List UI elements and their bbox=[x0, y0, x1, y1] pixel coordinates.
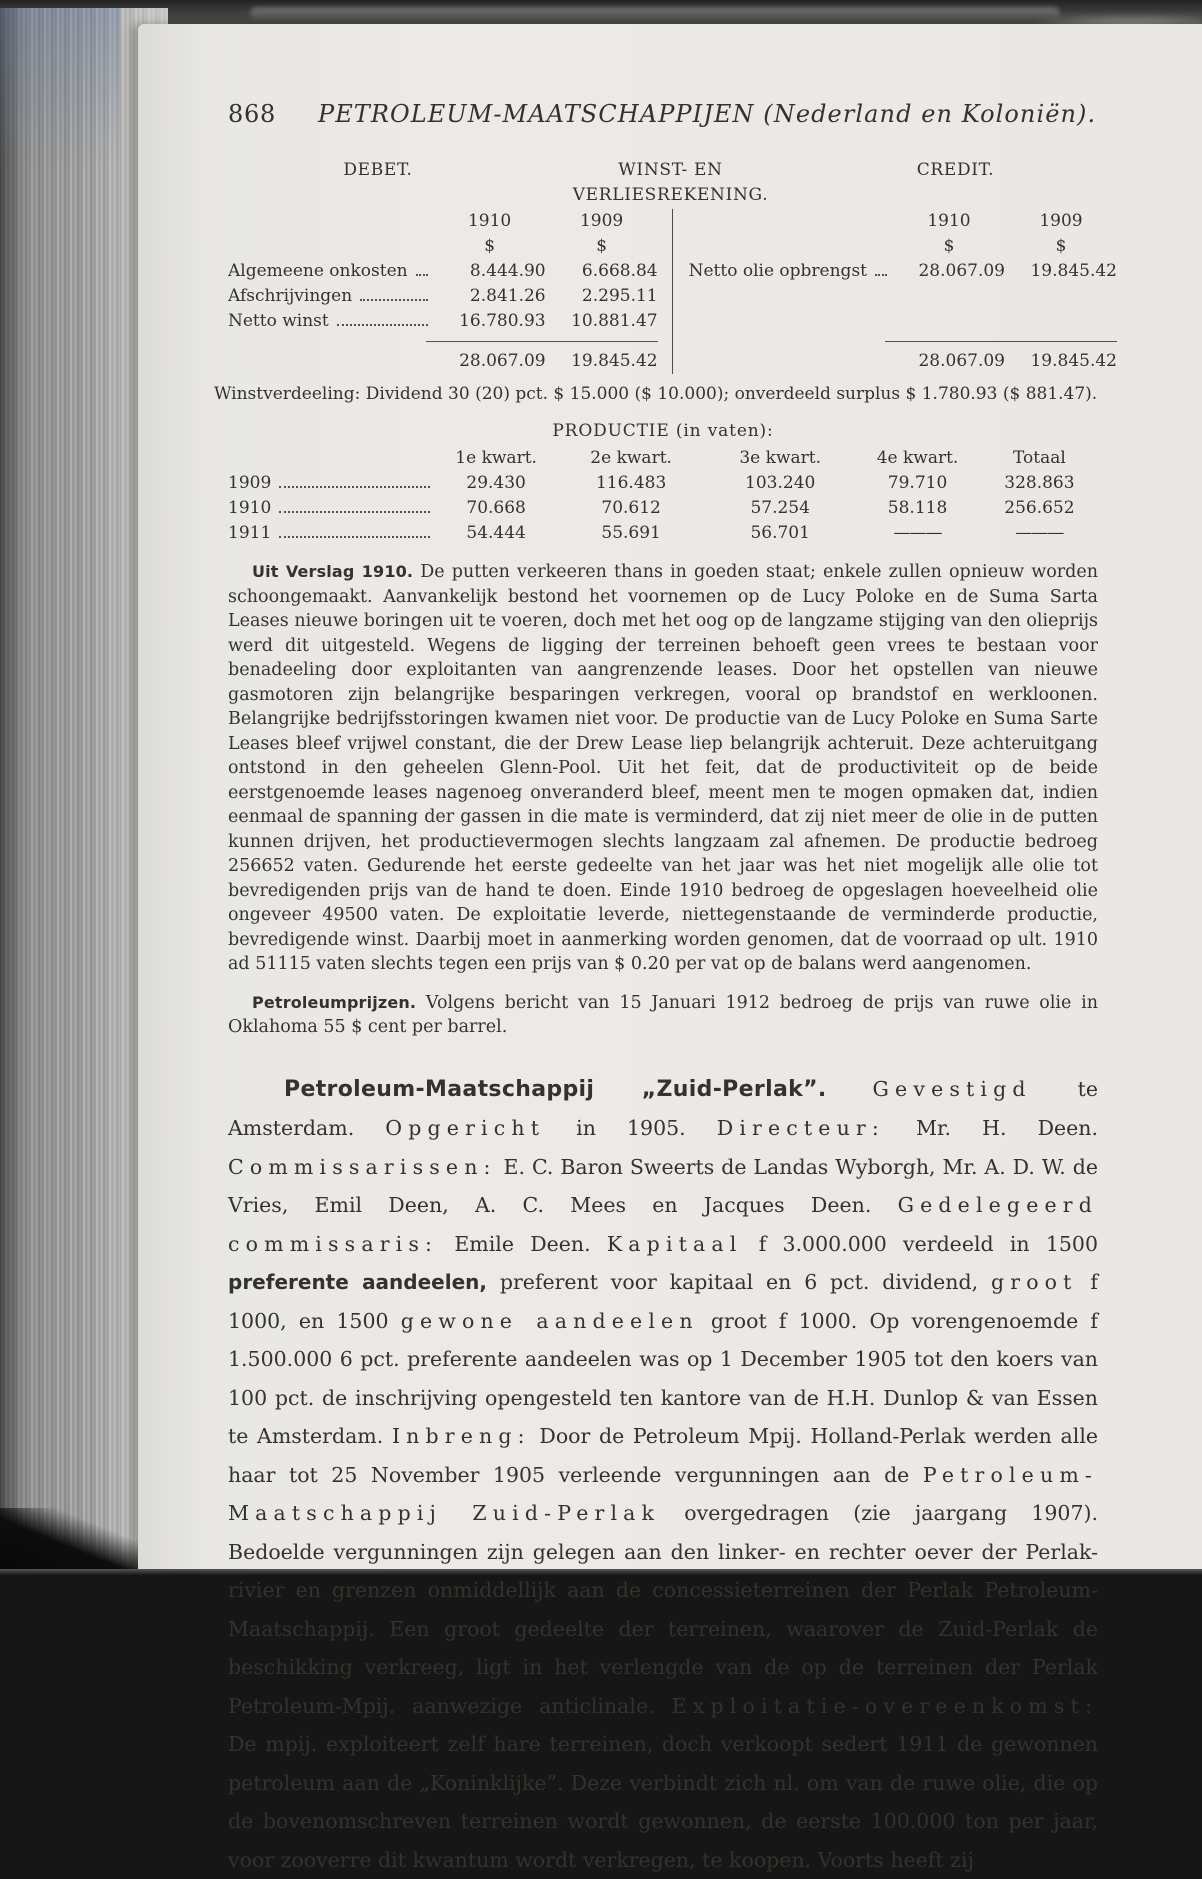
verslag-lead: Uit Verslag 1910. bbox=[252, 562, 413, 581]
total-value: 328.863 bbox=[981, 471, 1098, 496]
q3-value: 56.701 bbox=[706, 521, 854, 546]
gewone-aandeelen-label: gewone aandeelen bbox=[401, 1309, 699, 1333]
total-1910: 28.067.09 bbox=[434, 349, 546, 374]
value-1910: 2.841.26 bbox=[434, 284, 546, 309]
col-header: Totaal bbox=[981, 446, 1098, 471]
year-label: 1911 bbox=[228, 521, 271, 546]
q4-value: 58.118 bbox=[854, 496, 981, 521]
debet-currency-row bbox=[228, 234, 658, 259]
row-label: Algemeene onkosten bbox=[228, 259, 408, 284]
gedelegeerd-label: Gedelegeerd commissaris: bbox=[228, 1193, 1098, 1256]
kapitaal-label: Kapitaal bbox=[607, 1232, 743, 1256]
q1-value: 54.444 bbox=[436, 521, 556, 546]
production-table bbox=[228, 419, 1098, 546]
debet-year-1910: 1910 bbox=[434, 209, 546, 234]
total-value: ——— bbox=[981, 521, 1098, 546]
exploitatie-label: Exploitatie-overeenkomst: bbox=[672, 1694, 1098, 1718]
credit-year-1910: 1910 bbox=[893, 209, 1005, 234]
dot-leader bbox=[279, 485, 430, 488]
table-row bbox=[228, 496, 1098, 521]
pnl-debet-side bbox=[228, 209, 673, 374]
running-title: PETROLEUM-MAATSCHAPPIJEN (Nederland en Koloniën). bbox=[318, 100, 1096, 128]
running-head bbox=[228, 100, 1098, 128]
production-header-row bbox=[228, 446, 1098, 471]
row-label: Netto winst bbox=[228, 309, 329, 334]
col-header: 1e kwart. bbox=[436, 446, 556, 471]
debet-total-row bbox=[228, 349, 658, 374]
credit-year-1909: 1909 bbox=[1005, 209, 1117, 234]
credit-year-row bbox=[689, 209, 1117, 234]
q2-value: 55.691 bbox=[556, 521, 706, 546]
dot-leader bbox=[416, 273, 428, 276]
gevestigd-label: Gevestigd bbox=[873, 1077, 1032, 1101]
dot-leader bbox=[875, 273, 887, 276]
zuid-perlak-section: Petroleum-Maatschappij „Zuid-Perlak”. Gevestigd te Amsterdam. Opgericht in 1905. Directeur: Mr. H. Deen. Commissarissen: E. C. Baron Sweerts de Landas Wyborgh, Mr. A. D. W. de Vries, Emil Deen, A. C. Mees en Jacques Deen. Gedelegeerd commissaris: Emile Deen. Kapitaal f 3.000.000 verdeeld in 1500 preferente aandeelen, preferent voor kapitaal en 6 pct. dividend, groot f 1000, en 1500 gewone aandeelen groot f 1000. Op vorengenoemde f 1.500.000 6 pct. preferente aandeelen was op 1 December 1905 tot den koers van 100 pct. de inschrijving opengesteld ten kantore van de H.H. Dunlop & van Essen te Amsterdam. Inbreng: Door de Petroleum Mpij. Holland-Perlak werden alle haar tot 25 November 1905 verleende vergunningen aan de Petroleum-Maatschappij Zuid-Perlak overgedragen (zie jaargang 1907). Bedoelde vergunningen zijn gelegen aan den linker- en rechter oever der Perlak-rivier en grenzen onmiddellijk aan de concessieterreinen der Perlak Petroleum-Maatschappij. Een groot gedeelte der terreinen, waarover de Zuid-Perlak de beschikking verkreeg, ligt in het verlengde van de op de terreinen der Perlak Petroleum-Mpij. aanwezige anticlinale. Exploitatie-overeenkomst: De mpij. exploiteert zelf hare terreinen, doch verkoopt sedert 1911 de gewonnen petroleum aan de „Koninklijke”. Deze verbindt zich nl. om van de ruwe olie, die op de bovenomschreven terreinen wordt gewonnen, de eerste 100.000 ton per jaar, voor zooverre dit kwantum wordt verkregen, te koopen. Voorts heeft zij bbox=[228, 1070, 1098, 1879]
col-header: 3e kwart. bbox=[706, 446, 854, 471]
pnl-title: WINST- EN VERLIESREKENING. bbox=[528, 158, 813, 208]
debet-header: DEBET. bbox=[228, 158, 528, 208]
value-1910: 28.067.09 bbox=[893, 259, 1005, 284]
debet-year-1909: 1909 bbox=[546, 209, 658, 234]
dot-leader bbox=[279, 510, 430, 513]
winstverdeeling-note: Winstverdeeling: Dividend 30 (20) pct. $ 15.000 ($ 10.000); onverdeeld surplus $ 1.780.93 ($ 881.47). bbox=[184, 382, 1098, 407]
total-rule bbox=[689, 341, 1117, 342]
prijzen-body: Volgens bericht van 15 Januari 1912 bedroeg de prijs van ruwe olie in Oklahoma 55 $ cent per barrel. bbox=[228, 993, 1098, 1038]
value-1910: 16.780.93 bbox=[434, 309, 546, 334]
q2-value: 70.612 bbox=[556, 496, 706, 521]
verslag-1910-paragraph bbox=[228, 560, 1098, 977]
table-row bbox=[228, 521, 1098, 546]
total-1910: 28.067.09 bbox=[893, 349, 1005, 374]
profit-loss-table bbox=[228, 158, 1098, 407]
page-stack-blue-tint bbox=[0, 8, 120, 198]
page-content bbox=[138, 24, 1202, 1879]
verslag-body: De putten verkeeren thans in goeden staat; enkele zullen opnieuw worden schoongemaakt. Aanvankelijk bestond het voornemen op de Lucy Poloke en de Suma Sarta Leases nieuwe boringen uit te voeren, doch met het oog op de langzame stijging van den olieprijs werd dit uitgesteld. Wegens de ligging der terreinen behoeft geen vrees te bestaan voor benadeeling door exploitanten van aangrenzende leases. Door het opstellen van nieuwe gasmotoren zijn belangrijke besparingen verkregen, vooral op brandstof en werkloonen. Belangrijke bedrijfsstoringen kwamen niet voor. De productie van de Lucy Poloke en Suma Sarte Leases bleef vrijwel constant, die der Drew Lease liep belangrijk achteruit. Deze achteruitgang ontstond in den geheelen Glenn-Pool. Uit het feit, dat de productiviteit op de beide eerstgenoemde leases nagenoeg onveranderd bleef, meent men te mogen opmaken dat, indien eenmaal de spanning der gassen in die mate is verminderd, dat zij niet meer de olie in de putten kunnen drijven, het productievermogen slechts langzaam zal afnemen. De productie bedroeg 256652 vaten. Gedurende het eerste gedeelte van het jaar was het niet mogelijk alle olie tot bevredigenden prijs van de hand te doen. Einde 1910 bedroeg de opgeslagen hoeveelheid olie ongeveer 49500 vaten. De exploitatie leverde, niettegenstaande de verminderde productie, bevredigende winst. Daarbij moet in aanmerking worden genomen, dat de voorraad op ult. 1910 ad 51115 vaten slechts tegen een prijs van $ 0.20 per vat op de balans werd aangenomen. bbox=[228, 562, 1098, 974]
table-row bbox=[689, 259, 1117, 284]
col-header: 2e kwart. bbox=[556, 446, 706, 471]
dot-leader bbox=[360, 298, 427, 301]
credit-currency-row bbox=[689, 234, 1117, 259]
pnl-body bbox=[228, 209, 1098, 374]
total-rule bbox=[228, 341, 658, 342]
value-1909: 19.845.42 bbox=[1005, 259, 1117, 284]
dot-leader bbox=[337, 323, 428, 326]
q1-value: 70.668 bbox=[436, 496, 556, 521]
currency-symbol: $ bbox=[893, 234, 1005, 259]
credit-total-row bbox=[689, 349, 1117, 374]
currency-symbol: $ bbox=[546, 234, 658, 259]
q2-value: 116.483 bbox=[556, 471, 706, 496]
q1-value: 29.430 bbox=[436, 471, 556, 496]
total-1909: 19.845.42 bbox=[546, 349, 658, 374]
dot-leader bbox=[279, 535, 430, 538]
production-title: PRODUCTIE (in vaten): bbox=[228, 419, 1098, 444]
credit-header: CREDIT. bbox=[813, 158, 1098, 208]
value-1909: 6.668.84 bbox=[546, 259, 658, 284]
currency-symbol: $ bbox=[1005, 234, 1117, 259]
q4-value: ——— bbox=[854, 521, 981, 546]
pnl-header-row bbox=[228, 158, 1098, 208]
row-label: Afschrijvingen bbox=[228, 284, 352, 309]
petroleumprijzen-paragraph bbox=[228, 991, 1098, 1040]
table-row bbox=[228, 309, 658, 334]
book-bottom-edge bbox=[0, 1569, 1202, 1578]
company-heading: Petroleum-Maatschappij „Zuid-Perlak”. bbox=[284, 1077, 827, 1102]
q3-value: 103.240 bbox=[706, 471, 854, 496]
table-row bbox=[228, 471, 1098, 496]
commissarissen-label: Commissarissen: bbox=[228, 1155, 497, 1179]
book-top-edge-highlight bbox=[250, 7, 1060, 20]
maatschappij-spaced: Petroleum-Maatschappij Zuid-Perlak bbox=[228, 1463, 1098, 1526]
total-value: 256.652 bbox=[981, 496, 1098, 521]
inbreng-label: Inbreng: bbox=[392, 1424, 531, 1448]
table-row bbox=[228, 284, 658, 309]
value-1910: 8.444.90 bbox=[434, 259, 546, 284]
book-page bbox=[138, 24, 1202, 1569]
table-row bbox=[228, 259, 658, 284]
debet-year-row bbox=[228, 209, 658, 234]
prijzen-lead: Petroleumprijzen. bbox=[252, 993, 416, 1012]
q3-value: 57.254 bbox=[706, 496, 854, 521]
row-label: Netto olie opbrengst bbox=[689, 259, 867, 284]
opgericht-label: Opgericht bbox=[385, 1116, 545, 1140]
directeur-label: Directeur: bbox=[717, 1116, 885, 1140]
q4-value: 79.710 bbox=[854, 471, 981, 496]
preferente-aandeelen-bold: preferente aandeelen, bbox=[228, 1270, 487, 1294]
total-1909: 19.845.42 bbox=[1005, 349, 1117, 374]
year-label: 1909 bbox=[228, 471, 271, 496]
pnl-credit-side bbox=[673, 209, 1117, 374]
page-number: 868 bbox=[228, 100, 276, 128]
year-label: 1910 bbox=[228, 496, 271, 521]
col-header: 4e kwart. bbox=[854, 446, 981, 471]
value-1909: 2.295.11 bbox=[546, 284, 658, 309]
value-1909: 10.881.47 bbox=[546, 309, 658, 334]
currency-symbol: $ bbox=[434, 234, 546, 259]
